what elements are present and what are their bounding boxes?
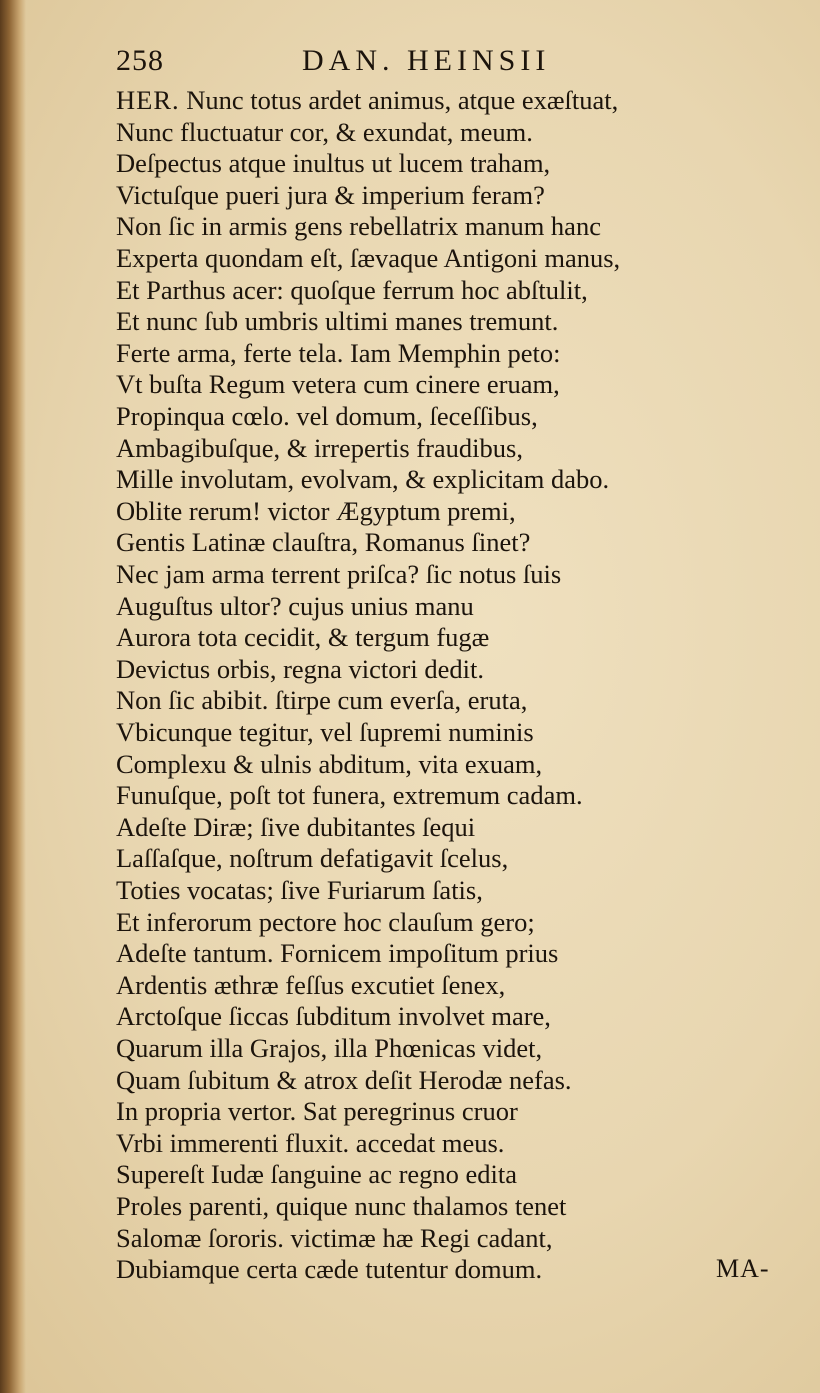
verse-line: Nunc fluctuatur cor, & exundat, meum. <box>116 116 533 147</box>
verse-line: Non ſic abibit. ſtirpe cum everſa, eruta, <box>116 685 528 716</box>
verse-line: Gentis Latinæ clauſtra, Romanus ſinet? <box>116 527 531 558</box>
verse-line: Vrbi immerenti fluxit. accedat meus. <box>116 1127 505 1158</box>
verse-line: Ferte arma, ferte tela. Iam Memphin peto: <box>116 337 561 368</box>
verse-line: Dubiamque certa cæde tutentur domum. <box>116 1254 543 1285</box>
verse-line: Ambagibuſque, & irrepertis fraudibus, <box>116 432 523 463</box>
verse-line: Toties vocatas; ſive Furiarum ſatis, <box>116 875 483 905</box>
verse-line: Quam ſubitum & atrox deſit Herodæ nefas. <box>116 1064 572 1095</box>
verse-line: Vt buſta Regum vetera cum cinere eruam, <box>116 369 560 400</box>
verse-line: Et nunc ſub umbris ultimi manes tremunt. <box>116 306 559 337</box>
verse-line: In propria vertor. Sat peregrinus cruor <box>116 1096 518 1127</box>
verse-line: Supereſt Iudæ ſanguine ac regno edita <box>116 1159 518 1190</box>
verse-line: Victuſque pueri jura & imperium feram? <box>116 179 545 210</box>
verse-line: Quarum illa Grajos, illa Phœnicas videt, <box>116 1033 543 1063</box>
verse-line: Auguſtus ultor? cujus unius manu <box>116 590 474 621</box>
verse-line-text: Nunc totus ardet animus, atque exæſtuat, <box>186 85 619 115</box>
verse-line: Ardentis æthræ feſſus excutiet ſenex, <box>116 969 506 1000</box>
verse-line: Arctoſque ſiccas ſubditum involvet mare, <box>116 1001 551 1032</box>
verse-line: Et inferorum pectore hoc clauſum gero; <box>116 906 535 937</box>
verse-line: Non ſic in armis gens rebellatrix manum hanc <box>116 211 601 242</box>
verse-line: Proles parenti, quique nunc thalamos tenet <box>116 1191 567 1221</box>
running-head: DAN. HEINSII <box>302 44 551 77</box>
catchword: MA- <box>716 1254 770 1284</box>
verse-line: Devictus orbis, regna victori dedit. <box>116 653 484 684</box>
verse-line: Mille involutam, evolvam, & explicitam dabo. <box>116 464 610 495</box>
verse-line: Complexu & ulnis abditum, vita exuam, <box>116 748 543 779</box>
verse-line: Vbicunque tegitur, vel ſupremi numinis <box>116 717 534 747</box>
verse-line: Deſpectus atque inultus ut lucem traham, <box>116 148 551 179</box>
verse-line: Salomæ ſororis. victimæ hæ Regi cadant, <box>116 1222 553 1253</box>
verse-line: Adeſte tantum. Fornicem impoſitum prius <box>116 938 559 969</box>
verse-line: Funuſque, poſt tot funera, extremum cadam. <box>116 780 583 811</box>
verse-line: Adeſte Diræ; ſive dubitantes ſequi <box>116 811 476 842</box>
verse-line <box>116 84 618 116</box>
speaker-label: HER. <box>116 85 180 115</box>
verse-line: Et Parthus acer: quoſque ferrum hoc abſtulit, <box>116 274 588 305</box>
verse-line: Oblite rerum! victor Ægyptum premi, <box>116 495 516 526</box>
verse-line: Nec jam arma terrent priſca? ſic notus ſuis <box>116 559 562 589</box>
verse-line: Laſſaſque, noſtrum defatigavit ſcelus, <box>116 843 509 874</box>
page-number: 258 <box>116 44 164 77</box>
verse-line: Experta quondam eſt, ſævaque Antigoni manus, <box>116 243 621 273</box>
verse-line: Propinqua cœlo. vel domum, ſeceſſibus, <box>116 401 538 431</box>
verse-line: Aurora tota cecidit, & tergum fugæ <box>116 622 490 653</box>
